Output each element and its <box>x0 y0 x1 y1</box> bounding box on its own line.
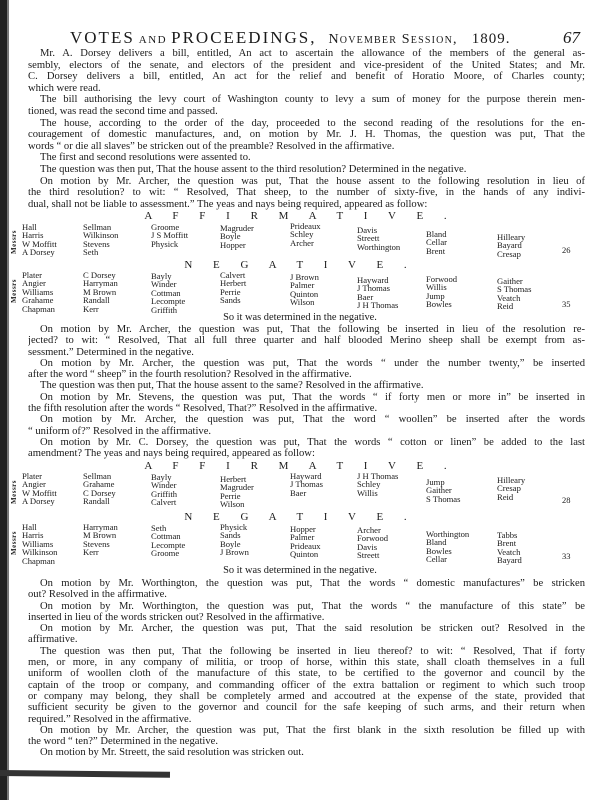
affirmative-column <box>357 472 398 497</box>
text-line: The question was then put, That the house assent to the same? Resolved in the affirmative. <box>40 380 424 392</box>
affirmative-count: 28 <box>562 495 571 505</box>
negative-count: 33 <box>562 551 571 561</box>
member-name: Seth <box>151 523 167 533</box>
member-name: Jump <box>426 477 445 487</box>
member-name: Boyle <box>220 231 241 242</box>
member-name: Magruder <box>220 223 254 233</box>
affirmative-column <box>151 473 177 507</box>
text-line: C. Dorsey delivers a bill, entitled, An act for the relief and benefit of Horatio Moore, of Charles county; <box>28 71 585 83</box>
member-name: Herbert <box>220 278 247 289</box>
negative-column <box>290 525 321 559</box>
member-name: Baer <box>290 487 307 498</box>
negative-column <box>151 272 185 314</box>
scan-binding-shadow <box>7 0 9 800</box>
negative-column <box>83 523 118 557</box>
text-line: The house, according to the order of the day, proceeded to the second reading of the resolutions for the en- <box>40 117 585 129</box>
member-name: Streett <box>357 550 380 561</box>
member-name: Winder <box>151 480 177 491</box>
member-name: Quinton <box>290 549 319 560</box>
paragraph <box>28 164 585 176</box>
member-name: J S Moffitt <box>151 230 189 241</box>
paragraph <box>28 747 585 758</box>
member-name: Seth <box>83 247 99 258</box>
affirmative-column <box>290 222 321 247</box>
paragraph <box>28 118 585 153</box>
member-name: Chapman <box>22 303 55 314</box>
text-line: sembly, electors of the senate, and electors of the president and vice-president of the United States; and Mr. <box>28 59 585 71</box>
text-line: On motion by Mr. C. Dorsey, the question was put, That the words “ cotton or linen” be added to the last <box>40 436 585 448</box>
member-name: Wilkinson <box>22 547 58 558</box>
member-name: Bayly <box>151 271 172 281</box>
member-name: Cellar <box>426 237 447 248</box>
member-name: Physick <box>151 238 179 249</box>
member-name: Lecompte <box>151 539 186 550</box>
text-line: On motion by Mr. Archer, the question was put, That the word “ woollen” be inserted after the words <box>40 414 585 426</box>
text-line: inserted in lieu of the words stricken out? Resolved in the affirmative. <box>28 611 325 623</box>
text-line: On motion by Mr. Archer, the question was put, That the first blank in the sixth resolution be filled up with <box>40 724 585 736</box>
text-line: the third resolution? to wit: “ Resolved, That sheep, to the number of sixty-five, in the hands of any indivi- <box>28 187 585 199</box>
text-section-b <box>28 324 585 460</box>
affirmative-column <box>426 478 460 503</box>
member-name: Archer <box>290 237 314 248</box>
member-name: Bayard <box>497 555 522 566</box>
paragraph <box>28 414 585 437</box>
negative-column <box>83 271 118 313</box>
affirmative-column <box>22 472 57 506</box>
text-line: required.” Resolved in the affirmative. <box>28 713 192 725</box>
member-name: Sands <box>220 295 241 306</box>
member-name: Bayard <box>497 240 522 251</box>
member-name: Gaither <box>497 276 523 286</box>
text-line: The first and second resolutions were assented to. <box>40 152 251 164</box>
text-line: after the word “ sheep” in the fourth resolution? Resolved in the affirmative. <box>28 369 352 381</box>
running-head-year: 1809. <box>471 31 511 47</box>
member-name: Harris <box>22 230 44 241</box>
affirmative-heading: A F F I R M A T I V E . <box>144 210 456 222</box>
member-name: J H Thomas <box>357 471 399 481</box>
member-name: Cottman <box>151 531 181 542</box>
paragraph <box>28 176 585 211</box>
member-name: Jump <box>426 290 445 301</box>
negative-column <box>290 273 319 307</box>
text-line: dual, shall not be liable to assessment.” The yeas and nays being required, appeared as follow: <box>28 198 428 210</box>
member-name: Stevens <box>83 538 110 549</box>
member-name: Reid <box>497 301 514 312</box>
affirmative-column <box>497 233 525 258</box>
member-name: Hayward <box>290 471 322 481</box>
messrs-label: Messrs <box>10 531 18 555</box>
member-name: Brent <box>426 245 446 256</box>
member-name: Hall <box>22 222 37 232</box>
scan-bottom-edge <box>0 770 170 778</box>
text-line: men, or more, in any company of militia, or troop of horse, within this state, shall cloath themselves in a full <box>28 657 585 669</box>
text-line: On motion by Mr. Streett, the said resolution was stricken out. <box>40 747 304 759</box>
text-line: which were read. <box>28 82 101 94</box>
member-name: Stevens <box>83 238 110 249</box>
member-name: Magruder <box>220 482 254 493</box>
member-name: Bland <box>426 537 447 548</box>
member-name: Wilson <box>220 499 245 510</box>
text-line: On motion by Mr. Worthington, the question was put, That the words “ the manufacture of this state” be <box>40 600 585 612</box>
member-name: W Moffitt <box>22 238 57 249</box>
text-line: the word “ ten?” Determined in the negative. <box>28 736 219 748</box>
paragraph <box>28 392 585 415</box>
text-line: out? Resolved in the affirmative. <box>28 589 167 601</box>
member-name: Plater <box>22 270 43 280</box>
member-name: Hilleary <box>497 475 526 485</box>
member-name: C Dorsey <box>83 487 116 498</box>
running-head-and: AND <box>138 34 168 46</box>
member-name: Kerr <box>83 303 99 314</box>
negative-column <box>497 277 531 311</box>
member-name: Boyle <box>220 538 241 549</box>
member-name: Grahame <box>22 295 54 306</box>
member-name: Grahame <box>83 479 115 490</box>
member-name: Davis <box>357 225 378 235</box>
member-name: Hayward <box>357 275 389 285</box>
scan-binding-edge <box>0 0 7 800</box>
text-line: tioned, was read the second time and passed. <box>28 105 218 117</box>
member-name: Prideaux <box>290 540 321 551</box>
member-name: Baer <box>357 291 374 302</box>
text-section-a <box>28 48 585 210</box>
running-head-session: November Session, <box>328 32 458 47</box>
member-name: Kerr <box>83 547 99 558</box>
member-name: Randall <box>83 496 110 507</box>
member-name: Bland <box>426 229 447 239</box>
negative-column <box>426 530 469 564</box>
vote-result: So it was determined in the negative. <box>223 312 377 323</box>
member-name: Griffith <box>151 304 178 315</box>
affirmative-column <box>151 223 188 248</box>
paragraph <box>28 152 585 164</box>
paragraph <box>28 646 585 725</box>
member-name: Bowles <box>426 299 452 310</box>
member-name: J Brown <box>290 272 319 282</box>
member-name: Winder <box>151 279 177 290</box>
text-line: sessment.” Determined in the negative. <box>28 346 194 358</box>
affirmative-column <box>497 476 525 501</box>
member-name: Streett <box>357 233 380 244</box>
member-name: Plater <box>22 471 43 481</box>
member-name: Cresap <box>497 483 521 494</box>
member-name: Sellman <box>83 471 112 481</box>
negative-column <box>426 275 457 309</box>
member-name: Perrie <box>220 286 241 297</box>
member-name: Schley <box>357 479 381 490</box>
member-name: Groome <box>151 548 180 559</box>
member-name: Angier <box>22 479 46 490</box>
member-name: Groome <box>151 222 180 232</box>
text-section-c <box>28 578 585 759</box>
running-head-proceedings: PROCEEDINGS, <box>171 28 317 47</box>
text-line: On motion by Mr. Worthington, the question was put, That the words “ domestic manufactures” be stricken <box>40 578 585 589</box>
negative-column <box>357 526 388 560</box>
member-name: Quinton <box>290 288 319 299</box>
text-line: The bill authorising the levy court of Washington county to levy a sum of money for the purpose therein men- <box>40 94 585 106</box>
member-name: S Thomas <box>426 493 461 504</box>
negative-column <box>497 531 522 565</box>
affirmative-heading: A F F I R M A T I V E . <box>144 460 456 472</box>
member-name: J Thomas <box>357 283 391 294</box>
member-name: Schley <box>290 229 314 240</box>
member-name: Harris <box>22 530 44 541</box>
member-name: S Thomas <box>497 284 532 295</box>
affirmative-column <box>426 230 447 255</box>
member-name: Forwood <box>357 533 389 544</box>
affirmative-column <box>83 223 118 257</box>
negative-heading: N E G A T I V E . <box>184 259 416 271</box>
negative-column <box>22 523 57 565</box>
affirmative-column <box>83 472 116 506</box>
affirmative-column <box>290 472 323 497</box>
member-name: Wilkinson <box>83 230 119 241</box>
member-name: Sands <box>220 530 241 541</box>
text-line: captain of the troop or company, and commanding officer of the extra battalion or regiment to which such troop <box>28 679 585 691</box>
member-name: A Dorsey <box>22 247 55 258</box>
text-line: On motion by Mr. Archer, the question was put, That the following be inserted in lieu of the resolution re- <box>40 324 585 335</box>
text-line: words “ or die all slaves” be stricken out of the preamble? Resolved in the affirmative. <box>28 140 395 152</box>
member-name: Willis <box>426 282 447 293</box>
text-line: On motion by Mr. Archer, the question was put, That the said resolution be stricken out? Resolved in the <box>40 623 585 635</box>
member-name: Hall <box>22 522 37 532</box>
member-name: Prideaux <box>290 221 321 231</box>
negative-count: 35 <box>562 299 571 309</box>
messrs-label: Messrs <box>10 480 18 504</box>
running-head-votes: VOTES <box>70 28 135 47</box>
text-line: affirmative. <box>28 634 78 646</box>
paragraph <box>28 578 585 601</box>
member-name: Cottman <box>151 287 181 298</box>
member-name: Sellman <box>83 222 112 232</box>
member-name: Griffith <box>151 488 178 499</box>
paragraph <box>28 94 585 117</box>
affirmative-column <box>357 226 400 251</box>
member-name: Brent <box>497 538 517 549</box>
member-name: Herbert <box>220 474 247 484</box>
member-name: Hilleary <box>497 232 526 242</box>
member-name: Chapman <box>22 555 55 566</box>
text-line: The question was then put, That the house assent to the third resolution? Determined in the negative. <box>40 163 467 175</box>
negative-column <box>357 276 398 310</box>
affirmative-column <box>220 224 254 249</box>
text-line: couragement of domestic manufactures, and, on motion by Mr. J. H. Thomas, the question was put, That the <box>28 129 585 141</box>
vote-result: So it was determined in the negative. <box>223 565 377 576</box>
running-head <box>70 29 550 46</box>
affirmative-column <box>220 475 254 509</box>
text-line: On motion by Mr. Stevens, the question was put, That the words “ if forty men or more in” be inserted in <box>40 391 585 403</box>
paragraph <box>28 601 585 624</box>
messrs-label: Messrs <box>10 279 18 303</box>
text-line: “ uniform of?” Resolved in the affirmative. <box>28 425 212 437</box>
member-name: Wilson <box>290 297 315 308</box>
text-line: jected? to wit: “ Resolved, That all full three quarter and half blooded Merino sheep shall be exempt from as- <box>28 335 585 347</box>
member-name: A Dorsey <box>22 496 55 507</box>
affirmative-column <box>22 223 57 257</box>
member-name: Williams <box>22 538 54 549</box>
paragraph <box>28 358 585 381</box>
member-name: C Dorsey <box>83 270 116 280</box>
member-name: Hopper <box>290 524 316 534</box>
paragraph <box>28 437 585 460</box>
text-line: amendment? The yeas and nays being required, appeared as follow: <box>28 448 315 460</box>
paragraph <box>28 623 585 646</box>
member-name: J H Thomas <box>357 300 399 311</box>
member-name: J Thomas <box>290 479 324 490</box>
text-line: sufficient security be given to the governor and council for the safe keeping of such arms, and their return when <box>28 702 585 714</box>
affirmative-count: 26 <box>562 245 571 255</box>
member-name: Tabbs <box>497 530 518 540</box>
member-name: Reid <box>497 491 514 502</box>
member-name: Bowles <box>426 545 452 556</box>
negative-column <box>220 271 246 305</box>
member-name: Worthington <box>357 241 401 252</box>
member-name: Calvert <box>220 270 246 280</box>
member-name: J Brown <box>220 547 249 558</box>
text-line: the fifth resolution after the words “ Resolved, That?” Resolved in the affirmative. <box>28 403 378 415</box>
paragraph <box>28 725 585 748</box>
negative-column <box>151 524 185 558</box>
text-line: On motion by Mr. Archer, the question was put, That the words “ under the number twenty,” be inserted <box>40 357 585 369</box>
page-number: 67 <box>563 28 580 47</box>
member-name: Angier <box>22 278 46 289</box>
paragraph <box>28 324 585 358</box>
text-line: Mr. A. Dorsey delivers a bill, entitled, An act to ascertain the allowance of the members of the general as- <box>40 48 585 59</box>
text-line: On motion by Mr. Archer, the question was put, That the house assent to the following resolution in lieu of <box>40 175 585 187</box>
negative-column <box>22 271 55 313</box>
member-name: Harryman <box>83 278 118 289</box>
member-name: M Brown <box>83 530 117 541</box>
member-name: Cellar <box>426 554 447 565</box>
member-name: W Moffitt <box>22 487 57 498</box>
member-name: Perrie <box>220 490 241 501</box>
messrs-label: Messrs <box>10 230 18 254</box>
paragraph <box>28 48 585 94</box>
member-name: Veatch <box>497 292 521 303</box>
member-name: Randall <box>83 295 110 306</box>
member-name: Palmer <box>290 532 315 543</box>
member-name: Gaither <box>426 485 452 496</box>
text-line: uniform of woollen cloth of the manufacture of this state, to be certified to the governor and council by the <box>28 668 585 680</box>
member-name: Willis <box>357 487 378 498</box>
negative-column <box>220 523 249 557</box>
member-name: Cresap <box>497 248 521 259</box>
text-line: or company may belong, they shall be completely armed and accoutred at the expense of the state, provided that <box>28 690 585 702</box>
member-name: Archer <box>357 525 381 535</box>
member-name: Calvert <box>151 497 177 508</box>
member-name: Bayly <box>151 472 172 482</box>
member-name: Palmer <box>290 280 315 291</box>
member-name: Worthington <box>426 529 470 539</box>
negative-heading: N E G A T I V E . <box>184 511 416 523</box>
member-name: Lecompte <box>151 296 186 307</box>
member-name: Hopper <box>220 239 246 250</box>
member-name: Williams <box>22 286 54 297</box>
member-name: Harryman <box>83 522 118 532</box>
member-name: M Brown <box>83 286 117 297</box>
member-name: Veatch <box>497 546 521 557</box>
paragraph <box>28 380 585 391</box>
member-name: Forwood <box>426 274 458 284</box>
member-name: Davis <box>357 541 378 552</box>
member-name: Physick <box>220 522 248 532</box>
text-line: The question was then put, That the following be inserted in lieu thereof? to wit: “ Resolved, That if forty <box>40 645 585 657</box>
